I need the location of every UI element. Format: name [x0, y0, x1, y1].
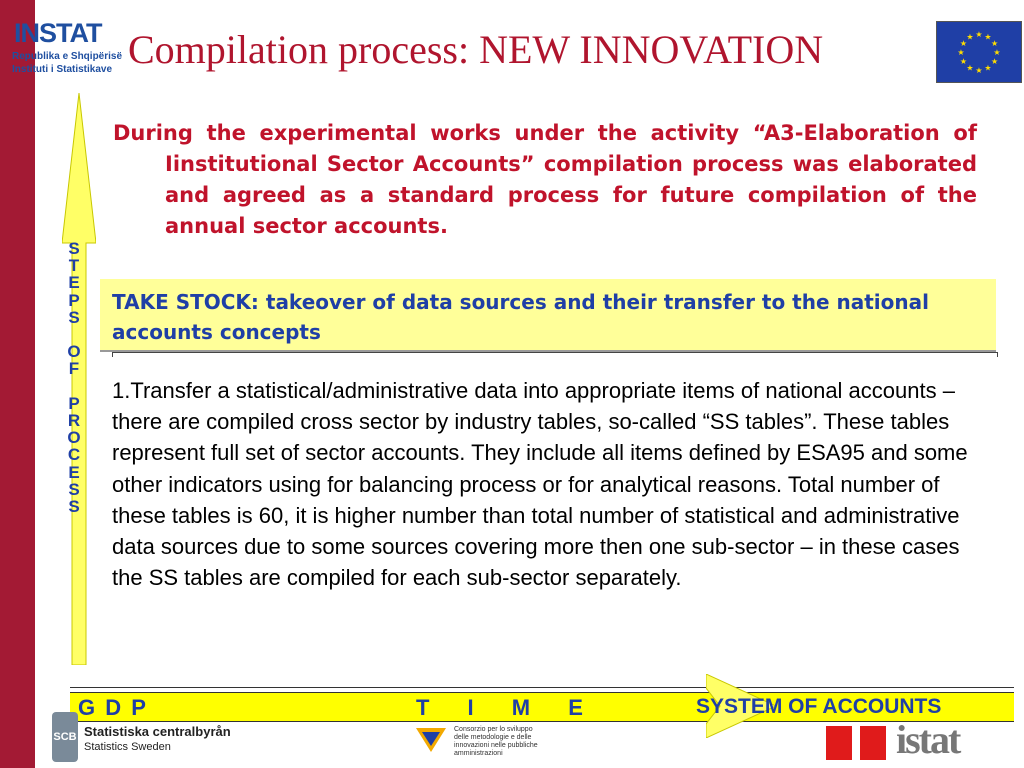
consortium-text: Consorzio per lo sviluppo delle metodologie e delle innovazioni nelle pubbliche amministrazioni [454, 726, 538, 757]
side-letter: O [67, 428, 81, 448]
scb-badge: SCB [52, 712, 78, 762]
instat-logo [10, 18, 123, 78]
istat-square-right [860, 726, 886, 760]
eu-star-icon: ★ [993, 48, 1001, 57]
side-letter: O [67, 342, 81, 362]
eu-star-icon: ★ [966, 63, 974, 73]
side-letter [64, 378, 84, 395]
eu-star-icon: ★ [957, 48, 965, 57]
eu-star-icon: ★ [991, 57, 999, 66]
take-stock-underline [112, 352, 998, 357]
instat-logo-line2: Instituti i Statistikave [12, 64, 113, 75]
side-letter: S [68, 497, 80, 517]
side-letter: R [67, 411, 81, 431]
footer-rule [70, 687, 1014, 688]
eu-star-icon: ★ [966, 32, 974, 42]
consortium-emblem-icon [414, 724, 448, 754]
consortium-logo [414, 720, 544, 760]
side-letter: P [68, 290, 80, 310]
side-letter: S [68, 239, 80, 258]
footer-time: T I M E [416, 695, 599, 720]
intro-text: During the experimental works under the activity “A3-Elaboration of Iinstitutional Sector Accounts” compilation process was elaborated and agreed as a standard process for future compilation of the annual sector accounts. [113, 121, 977, 238]
take-stock-text: TAKE STOCK: takeover of data sources and their transfer to the national accounts concepts [112, 290, 929, 344]
side-letter: F [68, 359, 80, 379]
scb-subtitle: Statistics Sweden [84, 741, 171, 753]
side-letter: E [68, 273, 80, 293]
scb-name: Statistiska centralbyrån [84, 724, 231, 739]
steps-of-process-label [64, 240, 84, 515]
page-title: Compilation process: NEW INNOVATION [128, 27, 824, 72]
side-letter [64, 326, 84, 343]
left-red-bar [0, 0, 35, 768]
istat-footer-logo [826, 716, 976, 762]
eu-star-icon: ★ [991, 39, 999, 48]
istat-square-left [826, 726, 852, 760]
side-letter: T [68, 256, 80, 276]
istat-wordmark: istat [896, 717, 960, 762]
side-letter: C [67, 445, 81, 465]
scb-logo [52, 712, 252, 764]
side-letter: S [68, 479, 80, 499]
side-letter: P [68, 393, 80, 413]
instat-logo-line1: Republika e Shqipërisë [12, 51, 123, 62]
take-stock-box [100, 279, 996, 350]
instat-logo-brand: INSTAT [14, 18, 102, 48]
eu-stars-icon [937, 22, 1021, 82]
eu-star-icon: ★ [975, 66, 983, 75]
footer-system-of-accounts: SYSTEM OF ACCOUNTS [696, 695, 942, 718]
eu-star-icon: ★ [959, 57, 967, 66]
eu-star-icon: ★ [959, 39, 967, 48]
eu-star-icon: ★ [984, 63, 992, 73]
eu-star-icon: ★ [984, 32, 992, 42]
footer-gdp: G D P [78, 695, 148, 720]
side-letter: S [68, 307, 80, 327]
intro-paragraph [113, 118, 977, 242]
side-letter: E [68, 462, 80, 482]
eu-star-icon: ★ [975, 30, 983, 39]
eu-flag-icon [936, 21, 1022, 83]
body-paragraph: 1.Transfer a statistical/administrative data into appropriate items of national accounts – there are compiled cross sector by industry tables, so-called “SS tables”. These tables represent full set of sector accounts. They include all items defined by ESA95 and some other indicators using for balancing process or for analytical reasons. Total number of these tables is 60, it is higher number than total number of statistical and administrative data sources due to some sources covering more then one sub-sector – in these cases the SS tables are compiled for each sub-sector separately. [112, 378, 968, 591]
